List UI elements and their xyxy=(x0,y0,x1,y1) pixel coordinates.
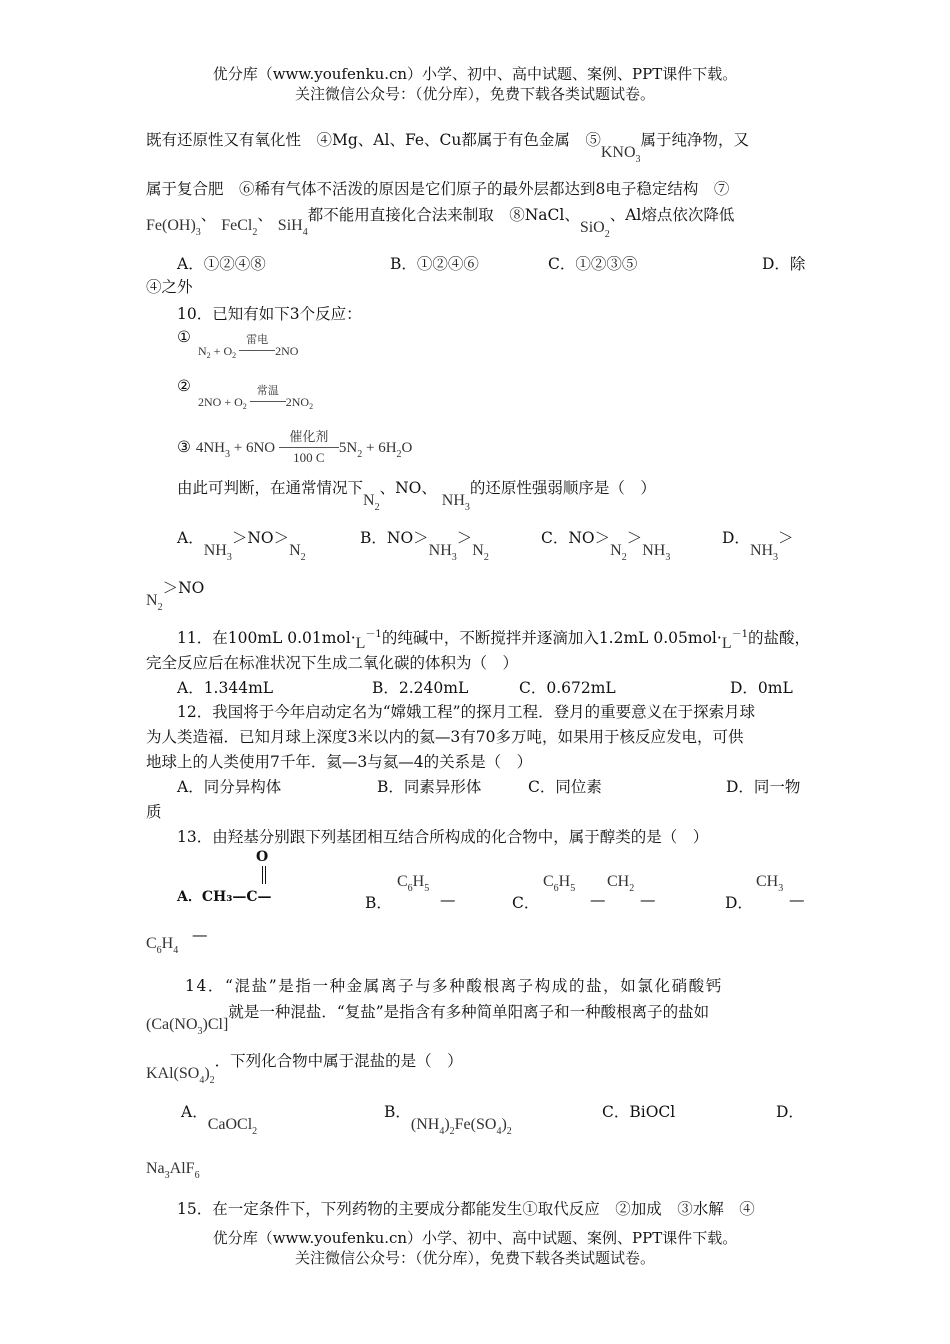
q14-option-a[interactable]: A．CaOCl$_2$ xyxy=(181,1103,258,1137)
q10-reaction-2: $2NO + O_2$ 常温 $2NO_2$ xyxy=(198,385,314,411)
q10-reaction-2-num: ② xyxy=(177,377,191,395)
q13-option-a-double-bond xyxy=(262,866,266,884)
q12-option-a[interactable]: A．同分异构体 xyxy=(177,778,282,796)
q11-option-a[interactable]: A．1.344mL xyxy=(177,679,274,697)
q13-option-d-c6h4-bond: — xyxy=(192,926,208,944)
q9-option-c[interactable]: C．①②③⑤ xyxy=(548,255,638,273)
q10-option-b[interactable]: B．$NO>NH_3>N_2$ xyxy=(360,529,489,563)
q13-option-c-ch2: $CH_2$ xyxy=(607,873,635,894)
footer-line-2: 关注微信公众号：（优分库），免费下载各类试题试卷。 xyxy=(294,1249,655,1267)
q14-line-1: 14．“混盐”是指一种金属离子与多种酸根离子构成的盐，如氯化硝酸钙 xyxy=(185,977,723,995)
q14-line-2: $(Ca(NO_3)Cl]$就是一种混盐．“复盐”是指含有多种简单阳离子和一种酸根离子的盐如 xyxy=(146,1003,710,1037)
q12-option-d-cont: 质 xyxy=(146,803,162,821)
header-line-1: 优分库（www.youfenku.cn）小学、初中、高中试题、案例、PPT课件下载。 xyxy=(212,65,738,83)
q9-line-2: 属于复合肥 ⑥稀有气体不活泼的原因是它们原子的最外层都达到8电子稳定结构 ⑦ xyxy=(146,180,730,198)
q13-option-c-group: $C_6H_5$ xyxy=(543,873,576,894)
q10-stem: 10．已知有如下3个反应： xyxy=(177,305,362,323)
q10-judge: 由此可判断，在通常情况下$N_2$、NO、 $NH_3$的还原性强弱顺序是（ ） xyxy=(177,479,656,513)
q10-reaction-3: ③ $4NH_3 + 6NO$ 催化剂 100 C $5N_2 + 6H_2O$ xyxy=(177,429,413,465)
q11-option-b[interactable]: B．2.240mL xyxy=(372,679,469,697)
q10-reaction-1-num: ① xyxy=(177,328,191,346)
q13-stem: 13．由羟基分别跟下列基团相互结合所构成的化合物中，属于醇类的是（ ） xyxy=(177,828,709,846)
q15-line-1: 15．在一定条件下，下列药物的主要成分都能发生①取代反应 ②加成 ③水解 ④ xyxy=(177,1200,755,1218)
q12-line-2: 为人类造福．已知月球上深度3米以内的氦—3有70多万吨，如果用于核反应发电，可供 xyxy=(146,728,744,746)
q9-line-1: 既有还原性又有氧化性 ④Mg、Al、Fe、Cu都属于有色金属 $⑤KNO_3$属于纯净物，又 xyxy=(146,131,750,165)
q14-line-3: $KAl(SO_4)_2$．下列化合物中属于混盐的是（ ） xyxy=(146,1052,463,1086)
q12-line-3: 地球上的人类使用7千年．氦—3与氦—4的关系是（ ） xyxy=(146,753,533,771)
footer-line-1: 优分库（www.youfenku.cn）小学、初中、高中试题、案例、PPT课件下载。 xyxy=(212,1229,738,1247)
q13-option-a[interactable]: A．CH₃—C— xyxy=(177,889,272,905)
q13-option-d[interactable]: D． xyxy=(725,894,753,912)
q14-option-c[interactable]: C．BiOCl xyxy=(602,1103,676,1121)
q11-line-1: 11．在100mL $0.01mol\cdot L^{-1}$的纯碱中，不断搅拌并逐滴加入1.2mL $0.05mol\cdot L^{-1}$的盐酸， xyxy=(177,629,810,652)
q12-option-d[interactable]: D．同一物 xyxy=(726,778,801,796)
q13-option-a-oxygen: O xyxy=(256,849,269,865)
q13-option-c[interactable]: C． xyxy=(512,894,540,912)
q14-option-d-formula: $Na_3AlF_6$ xyxy=(146,1160,200,1181)
q11-option-d[interactable]: D．0mL xyxy=(730,679,793,697)
q10-option-c[interactable]: C．$NO>N_2>NH_3$ xyxy=(541,529,671,563)
q13-option-d-ch3: $CH_3$ xyxy=(756,873,784,894)
q13-option-d-bond: — xyxy=(789,891,805,909)
q10-reaction-1: $N_2 + O_2$ 雷电 2NO xyxy=(198,334,299,360)
q12-line-1: 12．我国将于今年启动定名为“嫦娥工程”的探月工程．登月的重要意义在于探索月球 xyxy=(177,703,756,721)
q12-option-b[interactable]: B．同素异形体 xyxy=(377,778,482,796)
q10-option-d-cont: $N_2>NO$ xyxy=(146,579,205,613)
q11-option-c[interactable]: C．0.672mL xyxy=(519,679,616,697)
q9-option-b[interactable]: B．①②④⑥ xyxy=(390,255,479,273)
q13-option-b[interactable]: B． xyxy=(365,894,392,912)
q10-option-a[interactable]: A．$NH_3>NO>N_2$ xyxy=(177,529,306,563)
q9-option-d-cont: ④之外 xyxy=(146,278,193,296)
header-line-2: 关注微信公众号：（优分库），免费下载各类试题试卷。 xyxy=(294,85,655,103)
q13-option-c-bond-1: — xyxy=(590,891,606,909)
q13-option-b-bond: — xyxy=(440,891,456,909)
q11-line-2: 完全反应后在标准状况下生成二氧化碳的体积为（ ） xyxy=(146,654,519,672)
q9-option-d[interactable]: D．除 xyxy=(762,255,806,273)
q12-option-c[interactable]: C．同位素 xyxy=(528,778,602,796)
q13-option-b-group: $C_6H_5$ xyxy=(397,873,430,894)
q9-line-3: $Fe(OH)_3$、 FeCl$_2$、 SiH$_4$都不能用直接化合法来制取 ⑧NaCl、SiO$_2$、Al熔点依次降低 xyxy=(146,206,735,240)
q14-option-d[interactable]: D． xyxy=(776,1103,804,1121)
q14-option-b[interactable]: B．$(NH_4)_2Fe(SO_4)_2$ xyxy=(384,1103,512,1137)
q13-option-d-c6h4: $C_6H_4$ xyxy=(146,935,179,956)
q9-option-a[interactable]: A．①②④⑧ xyxy=(177,255,266,273)
q10-option-d[interactable]: D．$NH_3>$ xyxy=(722,529,794,563)
q13-option-c-bond-2: — xyxy=(640,891,656,909)
